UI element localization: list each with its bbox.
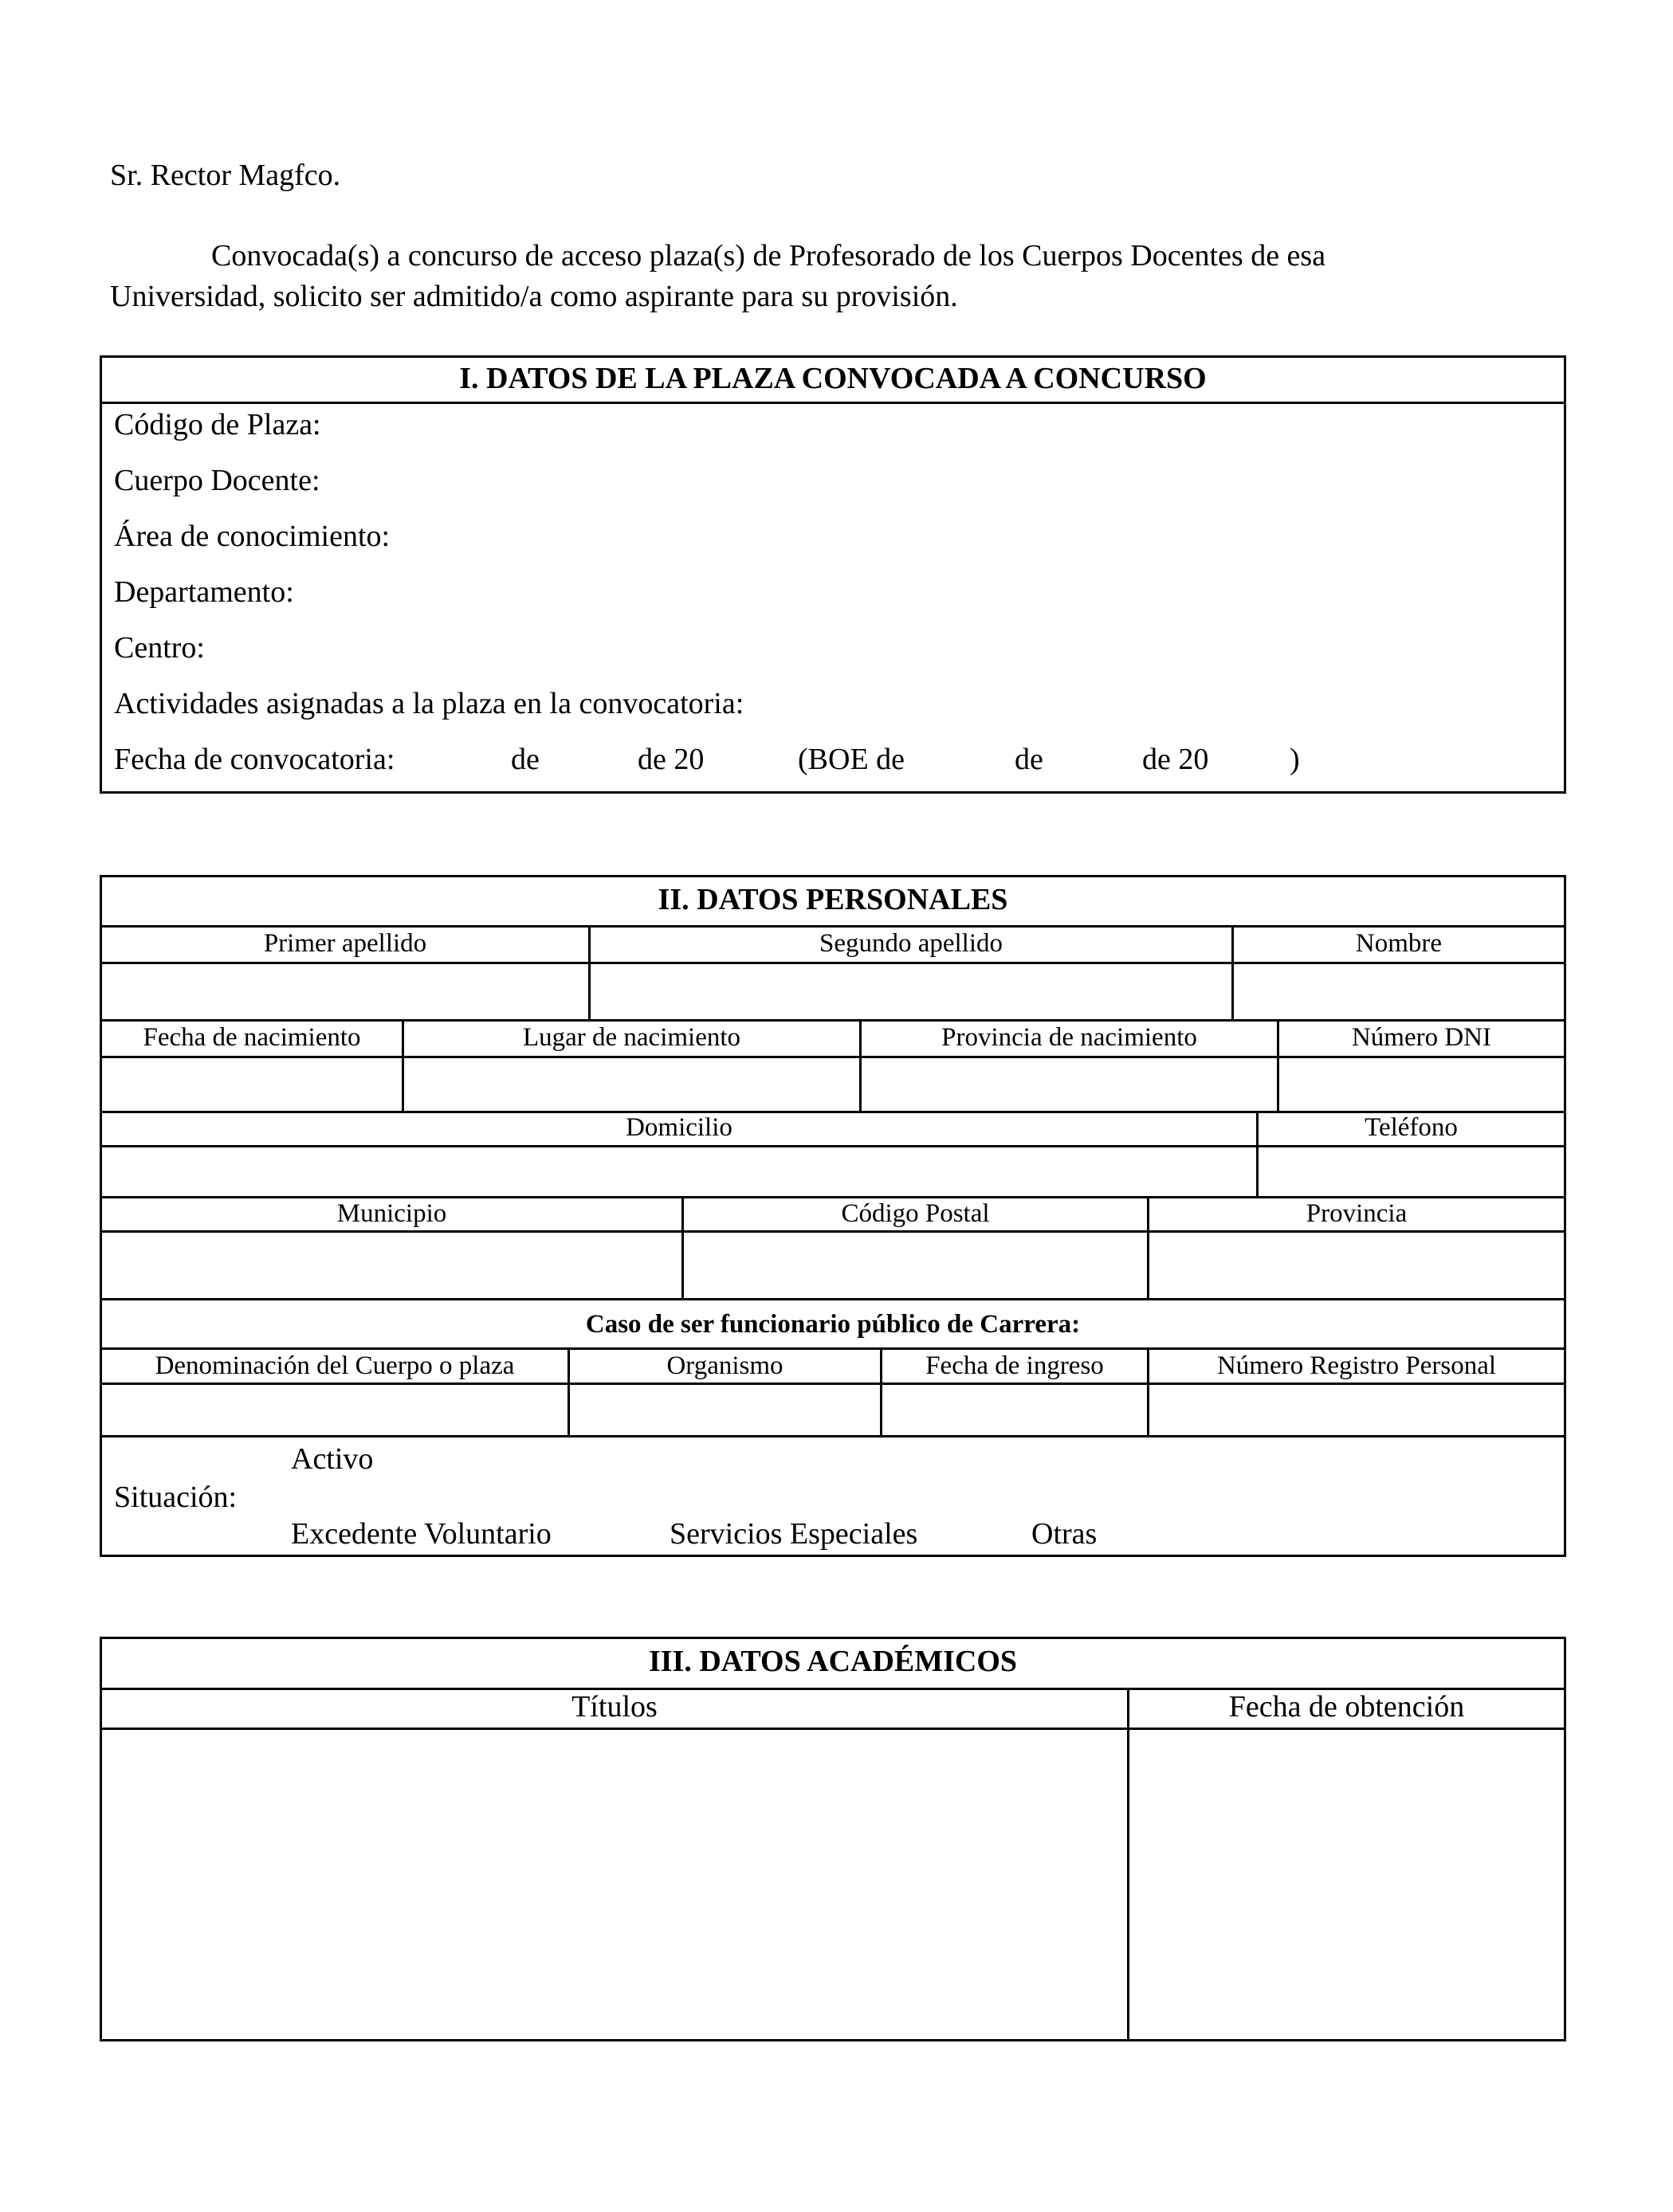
fecha-de20-2: de 20 (1142, 743, 1209, 776)
fecha-de-2: de (1015, 743, 1043, 776)
input-lugar-nacimiento[interactable] (404, 1058, 859, 1108)
input-numero-dni[interactable] (1279, 1058, 1564, 1108)
option-activo[interactable]: Activo (291, 1442, 374, 1476)
fecha-close: ) (1290, 743, 1300, 776)
option-excedente-voluntario[interactable]: Excedente Voluntario (291, 1517, 552, 1551)
field-departamento[interactable]: Departamento: (114, 575, 294, 609)
header-fecha-obtencion: Fecha de obtención (1228, 1690, 1465, 1724)
input-nombre[interactable] (1234, 964, 1564, 1017)
field-actividades[interactable]: Actividades asignadas a la plaza en la convocatoria: (114, 687, 744, 720)
header-municipio: Municipio (336, 1199, 447, 1228)
header-denominacion-cuerpo: Denominación del Cuerpo o plaza (155, 1351, 515, 1380)
input-numero-registro[interactable] (1149, 1385, 1564, 1435)
intro-line-1: Convocada(s) a concurso de acceso plaza(s) de Profesorado de los Cuerpos Docentes de esa (211, 239, 1326, 273)
input-domicilio[interactable] (104, 1147, 1256, 1196)
input-telefono[interactable] (1259, 1147, 1564, 1196)
field-centro[interactable]: Centro: (114, 631, 205, 665)
section-personal (100, 875, 1566, 1557)
header-domicilio: Domicilio (626, 1113, 732, 1142)
divider (102, 1298, 1564, 1300)
input-provincia-nacimiento[interactable] (862, 1058, 1277, 1108)
input-organismo[interactable] (570, 1385, 880, 1435)
header-primer-apellido: Primer apellido (263, 929, 427, 958)
situacion-label: Situación: (114, 1481, 238, 1514)
header-telefono: Teléfono (1365, 1113, 1458, 1142)
field-cuerpo-docente[interactable]: Cuerpo Docente: (114, 464, 320, 497)
input-fecha-obtencion[interactable] (1129, 1730, 1564, 2039)
field-codigo-plaza[interactable]: Código de Plaza: (114, 408, 321, 441)
option-servicios-especiales[interactable]: Servicios Especiales (670, 1517, 918, 1551)
input-fecha-ingreso[interactable] (882, 1385, 1147, 1435)
header-codigo-postal: Código Postal (841, 1199, 990, 1228)
header-nombre: Nombre (1355, 929, 1443, 958)
input-denominacion-cuerpo[interactable] (104, 1385, 567, 1435)
input-titulos[interactable] (104, 1730, 1127, 2039)
header-titulos: Títulos (571, 1690, 658, 1724)
section-academicos (100, 1637, 1566, 2041)
option-otras[interactable]: Otras (1031, 1517, 1098, 1551)
section-plaza-title: I. DATOS DE LA PLAZA CONVOCADA A CONCURSO (459, 362, 1207, 395)
header-fecha-nacimiento: Fecha de nacimiento (143, 1023, 361, 1052)
header-fecha-ingreso: Fecha de ingreso (925, 1351, 1104, 1380)
intro-line-2: Universidad, solicito ser admitido/a como aspirante para su provisión. (110, 280, 958, 313)
header-lugar-nacimiento: Lugar de nacimiento (522, 1023, 741, 1052)
header-organismo: Organismo (666, 1351, 783, 1380)
section-plaza (100, 355, 1566, 794)
input-municipio[interactable] (104, 1233, 681, 1298)
fecha-boe: (BOE de (798, 743, 905, 776)
input-codigo-postal[interactable] (684, 1233, 1147, 1298)
fecha-de20-1: de 20 (638, 743, 705, 776)
section-academicos-title: III. DATOS ACADÉMICOS (648, 1645, 1018, 1678)
input-primer-apellido[interactable] (104, 964, 586, 1017)
input-segundo-apellido[interactable] (591, 964, 1229, 1017)
section-personal-title: II. DATOS PERSONALES (658, 883, 1008, 916)
fecha-de-1: de (511, 743, 540, 776)
salutation: Sr. Rector Magfco. (110, 159, 341, 192)
divider (102, 1435, 1564, 1437)
field-area-conocimiento[interactable]: Área de conocimiento: (114, 520, 391, 553)
divider (102, 402, 1564, 404)
input-provincia[interactable] (1149, 1233, 1564, 1298)
header-provincia-nacimiento: Provincia de nacimiento (941, 1023, 1197, 1052)
header-numero-registro: Número Registro Personal (1216, 1351, 1497, 1380)
funcionario-title: Caso de ser funcionario público de Carrera: (585, 1310, 1081, 1339)
input-fecha-nacimiento[interactable] (104, 1058, 402, 1108)
header-numero-dni: Número DNI (1351, 1023, 1492, 1052)
header-segundo-apellido: Segundo apellido (819, 929, 1003, 958)
header-provincia: Provincia (1306, 1199, 1408, 1228)
field-fecha-convocatoria[interactable]: Fecha de convocatoria: (114, 743, 395, 776)
